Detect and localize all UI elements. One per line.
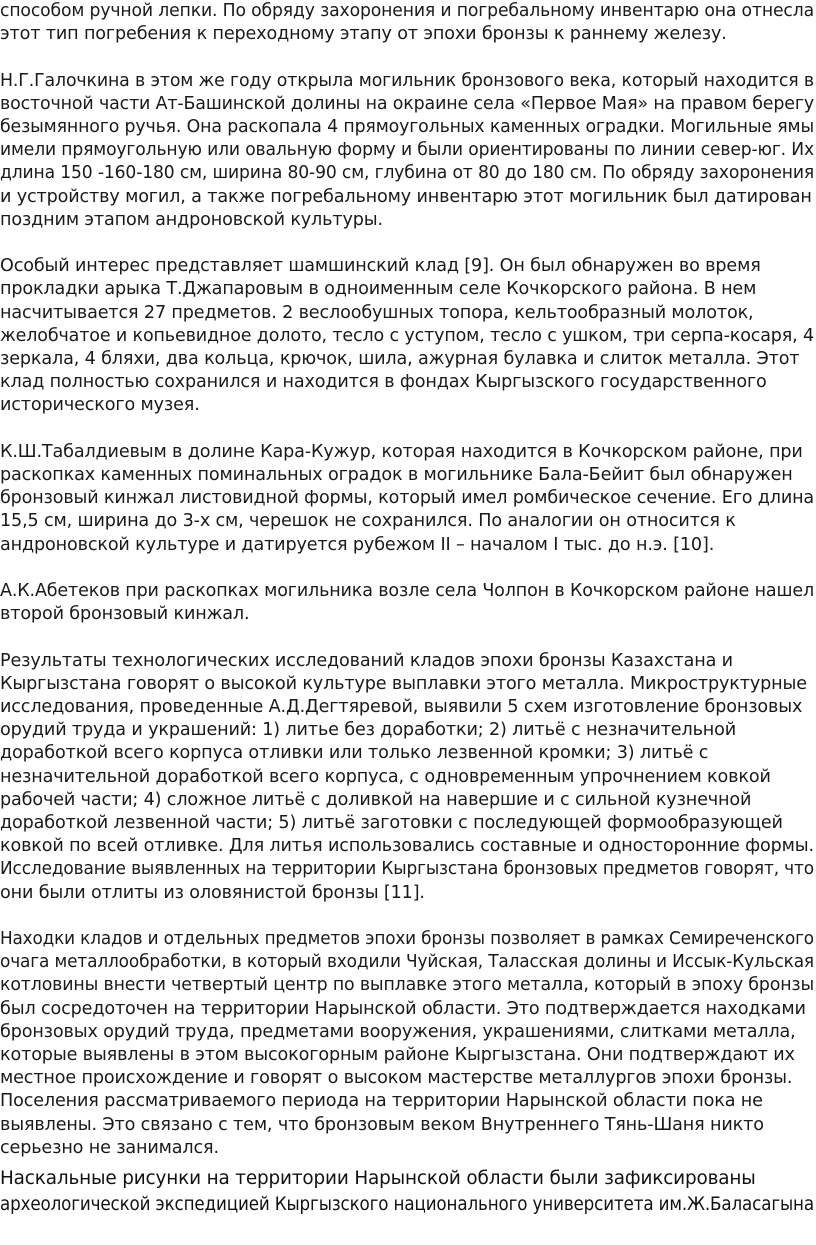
text-line: археологической экспедицией Кыргызского национального университета им.Ж.Баласагына: [0, 1193, 814, 1215]
paragraph-2: [0, 70, 816, 232]
text-line: безымянного ручья. Она раскопала 4 прямоугольных каменных оградки. Могильные ямы: [0, 117, 815, 137]
paragraph-final: [0, 1166, 816, 1217]
text-line: способом ручной лепки. По обряду захоронения и погребальному инвентарю она отнесла: [0, 1, 814, 21]
paragraph-gap: [0, 905, 816, 928]
text-line: выявлены. Это связано с тем, что бронзовым веком Внутреннего Тянь-Шаня никто: [0, 1114, 764, 1135]
text-line: А.К.Абетеков при раскопках могильника возле села Чолпон в Кочкорском районе нашел: [0, 581, 814, 602]
text-line: восточной части Ат-Башинской долины на окраине села «Первое Мая» на правом берегу: [0, 93, 814, 114]
text-line: зеркала, 4 бляхи, два кольца, крючок, шила, ажурная булавка и слиток металла. Этот: [0, 349, 800, 370]
text-line: местное происхождение и говорят о высоком мастерстве металлургов эпохи бронзы.: [0, 1068, 793, 1089]
paragraph-gap: [0, 232, 816, 255]
text-line: Наскальные рисунки на территории Нарынской области были зафиксированы: [0, 1168, 756, 1190]
text-line: имели прямоугольную или овальную форму и были ориентированы по линии север-юг. Их: [0, 140, 814, 161]
text-line: бронзовый кинжал листовидной формы, который имел ромбическое сечение. Его длина: [0, 488, 815, 509]
text-line: и устройству могил, а также погребальному инвентарю этот могильник был датирован: [0, 186, 812, 207]
text-line: этот тип погребения к переходному этапу от эпохи бронзы к раннему железу.: [0, 24, 727, 45]
paragraph-4: [0, 441, 816, 557]
text-line: серьезно не занимался.: [0, 1137, 219, 1158]
paragraph-gap: [0, 418, 816, 441]
text-line: очага металлообработки, в который входили Чуйская, Таласская долины и Иссык-Кульская: [0, 952, 814, 973]
text-line: они были отлиты из оловянистой бронзы [11].: [0, 882, 425, 903]
text-line: исторического музея.: [0, 395, 200, 416]
text-line: котловины внести четвертый центр по выплавке этого металла, который в эпоху бронзы: [0, 975, 815, 996]
text-line: поздним этапом андроновской культуры.: [0, 209, 383, 230]
paragraph-6: [0, 650, 816, 905]
paragraph-5: [0, 580, 816, 626]
text-line: клад полностью сохранился и находится в фондах Кыргызского государственного: [0, 372, 767, 393]
text-line: второй бронзовый кинжал.: [0, 604, 250, 625]
text-line: ковкой по всей отливке. Для литья использовались составные и односторонние формы.: [0, 836, 814, 857]
text-line: длина 150 -160-180 см, ширина 80-90 см, глубина от 80 до 180 см. По обряду захоронения: [0, 163, 814, 184]
text-line: Исследование выявленных на территории Кыргызстана бронзовых предметов говорят, что: [0, 859, 815, 880]
text-line: 15,5 см, ширина до 3-х см, черешок не сохранился. По аналогии он относится к: [0, 511, 736, 532]
text-line: насчитывается 27 предметов. 2 веслообушных топора, кельтообразный молоток,: [0, 302, 754, 323]
text-line: К.Ш.Табалдиевым в долине Кара-Кужур, которая находится в Кочкорском районе, при: [0, 441, 803, 462]
text-line: прокладки арыка Т.Джапаровым в одноименным селе Кочкорского района. В нем: [0, 279, 757, 300]
text-line: Кыргызстана говорят о высокой культуре выплавки этого металла. Микроструктурные: [0, 673, 807, 694]
paragraph-7: [0, 928, 816, 1160]
paragraph-gap: [0, 557, 816, 580]
text-line: Особый интерес представляет шамшинский клад [9]. Он был обнаружен во время: [0, 256, 761, 277]
text-line: желобчатое и копьевидное долото, тесло с уступом, тесло с ушком, три серпа-косаря, 4: [0, 325, 814, 346]
text-line: исследования, проведенные А.Д.Дегтяревой, выявили 5 схем изготовление бронзовых: [0, 697, 803, 718]
text-line: Поселения рассматриваемого периода на территории Нарынской области пока не: [0, 1091, 763, 1112]
text-line: Н.Г.Галочкина в этом же году открыла могильник бронзового века, который находится в: [0, 70, 815, 91]
text-line: раскопках каменных поминальных оградок в могильнике Бала-Бейит был обнаружен: [0, 465, 793, 486]
text-line: доработкой всего корпуса отливки или только лезвенной кромки; 3) литьё с: [0, 743, 709, 764]
paragraph-1: [0, 0, 816, 46]
text-line: незначительной доработкой всего корпуса, с одновременным упрочнением ковкой: [0, 766, 771, 787]
text-line: Находки кладов и отдельных предметов эпохи бронзы позволяет в рамках Семиреченского: [0, 929, 814, 950]
text-line: которые выявлены в этом высокогорным районе Кыргызстана. Они подтверждают их: [0, 1045, 795, 1066]
text-line: андроновской культуре и датируется рубежом II – началом I тыс. до н.э. [10].: [0, 534, 715, 555]
text-line: орудий труда и украшений: 1) литье без доработки; 2) литьё с незначительной: [0, 720, 737, 741]
text-line: рабочей части; 4) сложное литьё с доливкой на навершие и с сильной кузнечной: [0, 789, 752, 810]
text-line: доработкой лезвенной части; 5) литьё заготовки с последующей формообразующей: [0, 813, 783, 834]
text-line: был сосредоточен на территории Нарынской области. Это подтверждается находками: [0, 998, 806, 1019]
paragraph-gap: [0, 626, 816, 649]
paragraph-3: [0, 255, 816, 417]
text-line: бронзовых орудий труда, предметами вооружения, украшениями, слитками металла,: [0, 1021, 796, 1042]
paragraph-gap: [0, 46, 816, 69]
text-line: Результаты технологических исследований кладов эпохи бронзы Казахстана и: [0, 650, 733, 671]
